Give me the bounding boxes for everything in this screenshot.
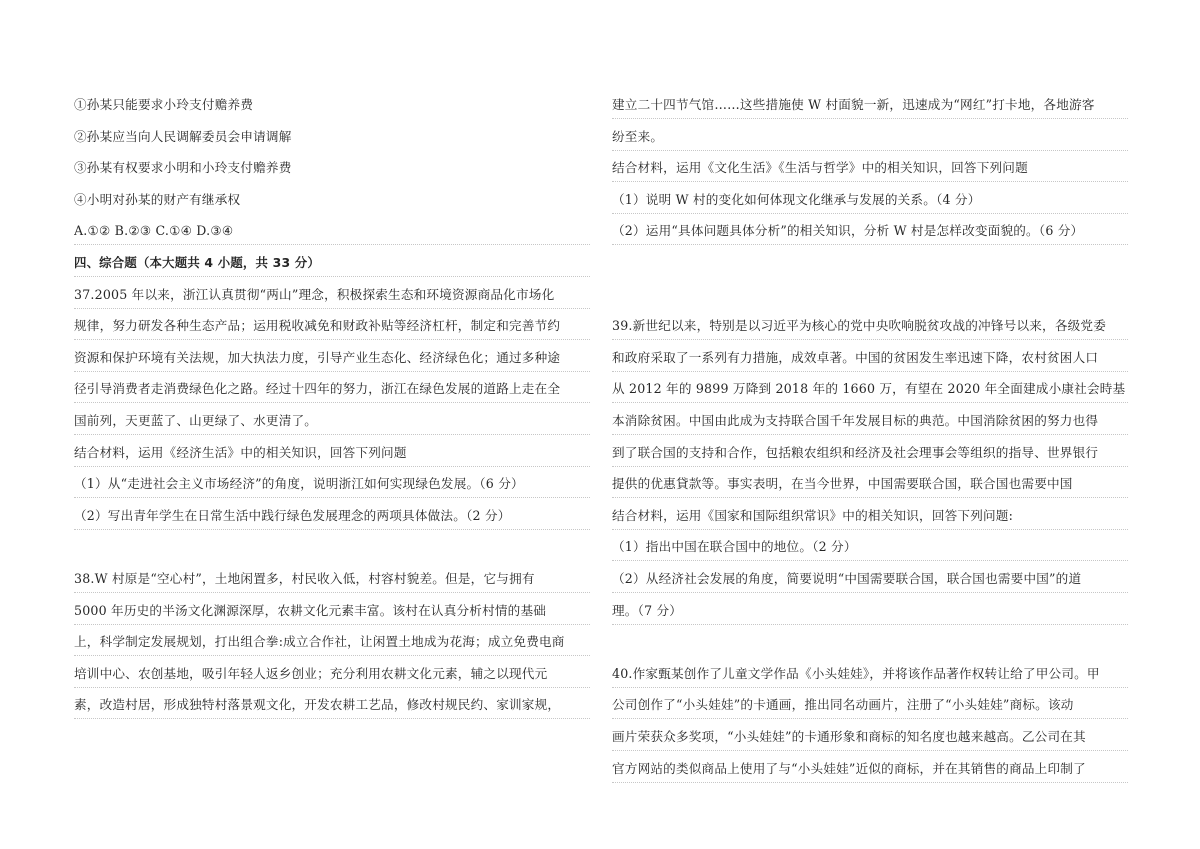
text-line: 资源和保护环境有关法规，加大执法力度，引导产业生态化、经济绿色化；通过多种途 xyxy=(74,344,590,372)
text-line: 国前列，天更蓝了、山更绿了、水更清了。 xyxy=(74,407,590,435)
text-line: 40.作家甄某创作了儿童文学作品《小头娃娃》，并将该作品著作权转让给了甲公司。甲 xyxy=(612,660,1128,688)
text-line: 37.2005 年以来，浙江认真贯彻“两山”理念，积极探索生态和环境资源商品化市场化 xyxy=(74,281,590,309)
text-line: 理。（7 分） xyxy=(612,597,1128,625)
text-line: （2）从经济社会发展的角度，简要说明“中国需要联合国，联合国也需要中国”的道 xyxy=(612,565,1128,593)
text-line: （1）从“走进社会主义市场经济”的角度，说明浙江如何实现绿色发展。（6 分） xyxy=(74,470,590,498)
text-line: A.①② B.②③ C.①④ D.③④ xyxy=(74,217,590,245)
text-line: 素，改造村居，形成独特村落景观文化，开发农耕工艺品，修改村规民约、家训家规， xyxy=(74,691,590,719)
blank-line xyxy=(612,249,1128,276)
text-line: （1）说明 W 村的变化如何体现文化继承与发展的关系。（4 分） xyxy=(612,186,1128,214)
blank-line xyxy=(612,281,1128,308)
text-line: 规律，努力研发各种生态产品；运用税收减免和财政补贴等经济杠杆，制定和完善节约 xyxy=(74,312,590,340)
text-line: ①孙某只能要求小玲支付赡养费 xyxy=(74,97,254,112)
text-line: 画片荣获众多奖项，“小头娃娃”的卡通形象和商标的知名度也越来越高。乙公司在其 xyxy=(612,723,1128,751)
text-line: 38.W 村原是“空心村”，土地闲置多，村民收入低，村容村貌差。但是，它与拥有 xyxy=(74,565,590,593)
blank-line xyxy=(74,533,590,560)
text-line: 39.新世纪以来，特别是以习近平为核心的党中央吹响脱贫攻战的冲锋号以来，各级党委 xyxy=(612,312,1128,340)
text-line: 提供的优惠貸款等。事实表明，在当今世界，中国需要联合国，联合国也需要中国 xyxy=(612,470,1128,498)
text-line: （2）写出青年学生在日常生活中践行绿色发展理念的两项具体做法。（2 分） xyxy=(74,502,590,530)
text-line: 结合材料，运用《经济生活》中的相关知识，回答下列问题 xyxy=(74,439,590,467)
text-line: 官方网站的类似商品上使用了与“小头娃娃”近似的商标，并在其销售的商品上印制了 xyxy=(612,755,1128,783)
text-line: 结合材料，运用《文化生活》《生活与哲学》中的相关知识，回答下列问题 xyxy=(612,154,1128,182)
text-line: 和政府采取了一系列有力措施，成效卓著。中国的贫困发生率迅速下降，农村贫困人口 xyxy=(612,344,1128,372)
text-line: （2）运用“具体问题具体分析”的相关知识，分析 W 村是怎样改变面貌的。（6 分） xyxy=(612,217,1128,245)
text-line: 从 2012 年的 9899 万降到 2018 年的 1660 万，有望在 2020 年全面建成小康社会時基 xyxy=(612,375,1128,403)
text-line: 本消除贫困。中国由此成为支持联合国千年发展目标的典范。中国消除贫困的努力也得 xyxy=(612,407,1128,435)
blank-line xyxy=(612,628,1128,655)
text-line: ④小明对孙某的财产有继承权 xyxy=(74,191,241,207)
text-line: ③孙某有权要求小明和小玲支付赡养费 xyxy=(74,160,292,176)
text-line: 四、综合题（本大题共 4 小题，共 33 分） xyxy=(74,249,590,277)
text-line: ②孙某应当向人民调解委员会申请调解 xyxy=(74,128,292,144)
text-line: 5000 年历史的半汤文化渊源深厚，农耕文化元素丰富。该村在认真分析村情的基础 xyxy=(74,597,590,625)
text-line: 结合材料，运用《国家和国际组织常识》中的相关知识，回答下列问题: xyxy=(612,502,1128,530)
text-line: 培训中心、农创基地，吸引年轻人返乡创业；充分利用农耕文化元素，辅之以现代元 xyxy=(74,660,590,688)
text-line: 到了联合国的支持和合作，包括粮农组织和经济及社会理事会等组织的指导、世界银行 xyxy=(612,439,1128,467)
text-line: 建立二十四节气馆……这些措施使 W 村面貌一新，迅速成为“网红”打卡地，各地游客 xyxy=(612,91,1128,119)
text-line: 径引导消费者走消费绿色化之路。经过十四年的努力，浙江在绿色发展的道路上走在全 xyxy=(74,375,590,403)
text-line: 公司创作了“小头娃娃”的卡通画，推出同名动画片，注册了“小头娃娃”商标。该动 xyxy=(612,691,1128,719)
text-line: 纷至来。 xyxy=(612,123,1128,151)
text-line: （1）指出中国在联合国中的地位。（2 分） xyxy=(612,533,1128,561)
text-line: 上，科学制定发展规划，打出组合拳:成立合作社，让闲置土地成为花海；成立免费电商 xyxy=(74,628,590,656)
